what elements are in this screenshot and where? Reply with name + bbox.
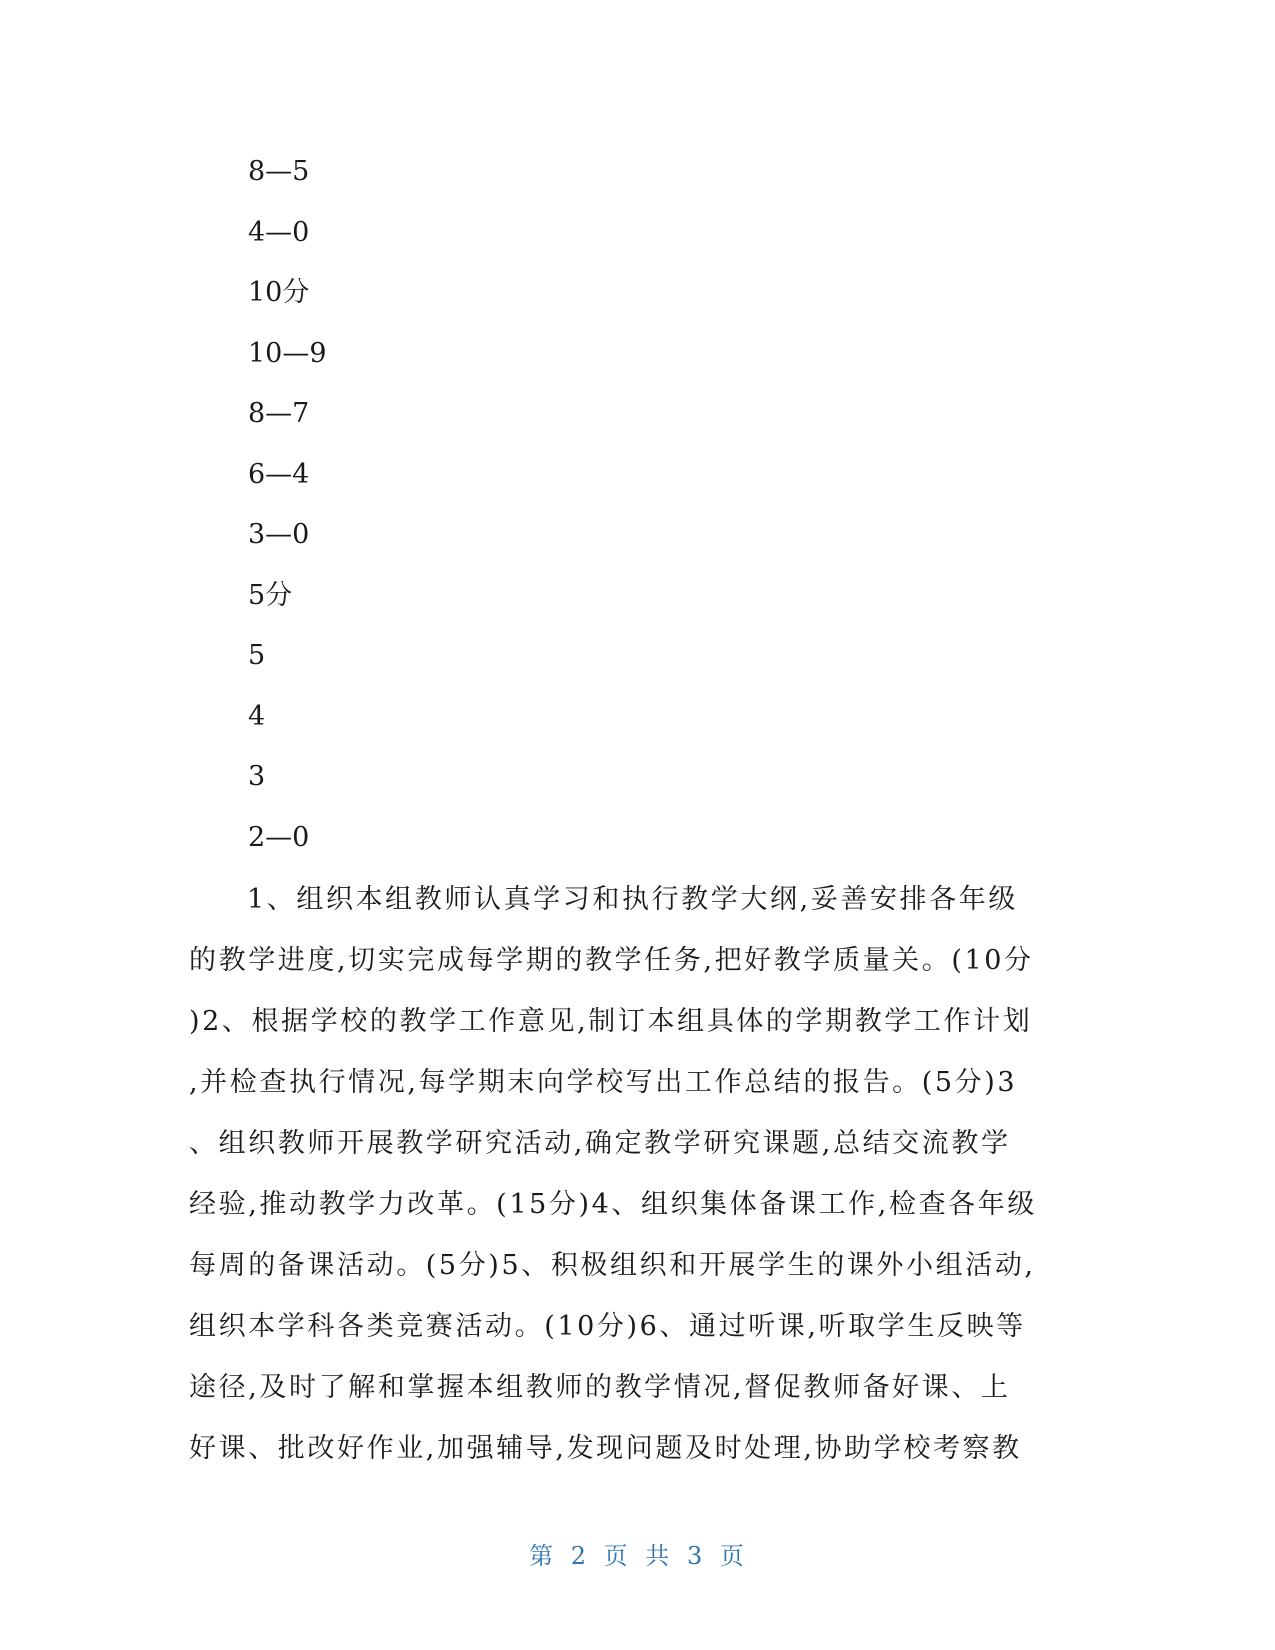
page-footer [0, 1536, 1275, 1571]
score-item: 6—4 [248, 458, 310, 490]
body-line: )2、根据学校的教学工作意见,制订本组具体的学期教学工作计划 [189, 1006, 1033, 1037]
page-number-label: 第 2 页 共 3 页 [529, 1542, 746, 1570]
body-line: 的教学进度,切实完成每学期的教学任务,把好教学质量关。(10分 [189, 945, 1034, 976]
body-line: 好课、批改好作业,加强辅导,发现问题及时处理,协助学校考察教 [189, 1433, 1022, 1464]
score-item: 8—5 [248, 156, 310, 187]
score-item: 4 [248, 700, 266, 732]
score-item: 2—0 [248, 821, 310, 853]
score-item: 10—9 [248, 337, 327, 369]
score-item: 5分 [248, 579, 293, 611]
score-item: 10分 [248, 277, 310, 308]
score-item: 3—0 [248, 519, 310, 550]
score-item: 8—7 [248, 398, 310, 429]
body-line: ,并检查执行情况,每学期末向学校写出工作总结的报告。(5分)3 [189, 1067, 1018, 1098]
score-item: 5 [248, 640, 266, 671]
score-list [248, 142, 327, 868]
body-line: 经验,推动教学力改革。(15分)4、组织集体备课工作,检查各年级 [189, 1189, 1037, 1220]
body-line: 组织本学科各类竞赛活动。(10分)6、通过听课,听取学生反映等 [189, 1311, 1026, 1342]
body-paragraph [189, 869, 1089, 1479]
body-line: 、组织教师开展教学研究活动,确定教学研究课题,总结交流教学 [189, 1128, 1011, 1159]
body-line: 途径,及时了解和掌握本组教师的教学情况,督促教师备好课、上 [189, 1372, 1011, 1403]
body-line: 1、组织本组教师认真学习和执行教学大纲,妥善安排各年级 [247, 884, 1018, 915]
score-item: 3 [248, 761, 266, 792]
score-item: 4—0 [248, 216, 310, 248]
body-line: 每周的备课活动。(5分)5、积极组织和开展学生的课外小组活动, [189, 1250, 1036, 1281]
